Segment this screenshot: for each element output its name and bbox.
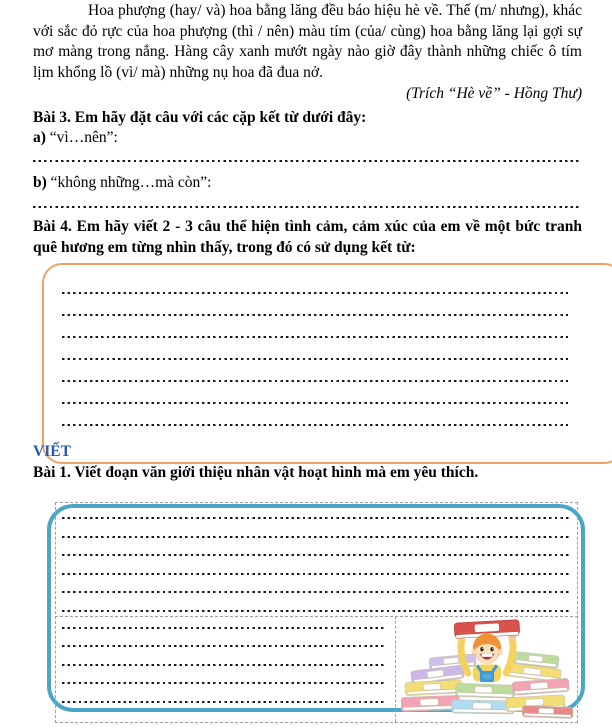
kid-with-books-illustration — [401, 617, 575, 719]
answer-line[interactable] — [62, 682, 384, 684]
writing-lines-bottom[interactable] — [62, 627, 384, 703]
exercise-3a-prompt — [33, 129, 118, 147]
answer-line-3b[interactable] — [33, 206, 582, 208]
exercise-3b-text: “không những…mà còn”: — [46, 174, 212, 191]
answer-line[interactable] — [62, 380, 568, 382]
answer-line[interactable] — [62, 292, 568, 294]
answer-line[interactable] — [62, 610, 571, 612]
answer-line[interactable] — [62, 517, 571, 519]
exercise-3b-prompt — [33, 174, 211, 192]
exercise-4-heading: Bài 4. Em hãy viết 2 - 3 câu thể hiện tình cảm, cảm xúc của em về một bức tranh quê hương em từng nhìn thấy, trong đó có sử dụng kết từ: — [33, 218, 582, 256]
exercise-3b-label: b) — [33, 174, 47, 191]
answer-line[interactable] — [62, 591, 571, 593]
answer-line-3a[interactable] — [33, 160, 582, 162]
answer-line[interactable] — [62, 573, 571, 575]
answer-line[interactable] — [62, 645, 384, 647]
answer-line[interactable] — [62, 336, 568, 338]
answer-line[interactable] — [62, 536, 571, 538]
passage-attribution: (Trích “Hè về” - Hồng Thư) — [406, 85, 582, 102]
answer-line[interactable] — [62, 701, 384, 703]
answer-line[interactable] — [62, 358, 568, 360]
answer-line[interactable] — [62, 402, 568, 404]
exercise-3-heading: Bài 3. Em hãy đặt câu với các cặp kết từ dưới đây: — [33, 109, 367, 126]
exercise-1-heading: Bài 1. Viết đoạn văn giới thiệu nhân vật hoạt hình mà em yêu thích. — [33, 464, 479, 481]
exercise-3a-label: a) — [33, 129, 46, 146]
reading-passage: Hoa phượng (hay/ và) hoa bằng lăng đều báo hiệu hè về. Thế (m/ nhưng), khác với sắc đỏ rực của hoa phượng (thì / nên) màu tím (của/ cùng) hoa bằng lăng lại gợi sự mơ màng trong nắng. Hàng cây xanh mướt ngày nào giờ đây thành những chiếc ô tím lịm khổng lồ (vì/ mà) những nụ hoa đã đua nở. — [33, 2, 582, 82]
answer-line[interactable] — [62, 424, 568, 426]
exercise-4-answer-box[interactable] — [42, 263, 612, 464]
exercise-3a-text: “vì…nên”: — [45, 129, 118, 146]
answer-line[interactable] — [62, 627, 384, 629]
answer-line[interactable] — [62, 314, 568, 316]
answer-line[interactable] — [62, 664, 384, 666]
answer-line[interactable] — [62, 554, 571, 556]
writing-lines-top[interactable] — [62, 517, 571, 612]
viet-section-label: VIẾT — [33, 443, 71, 460]
